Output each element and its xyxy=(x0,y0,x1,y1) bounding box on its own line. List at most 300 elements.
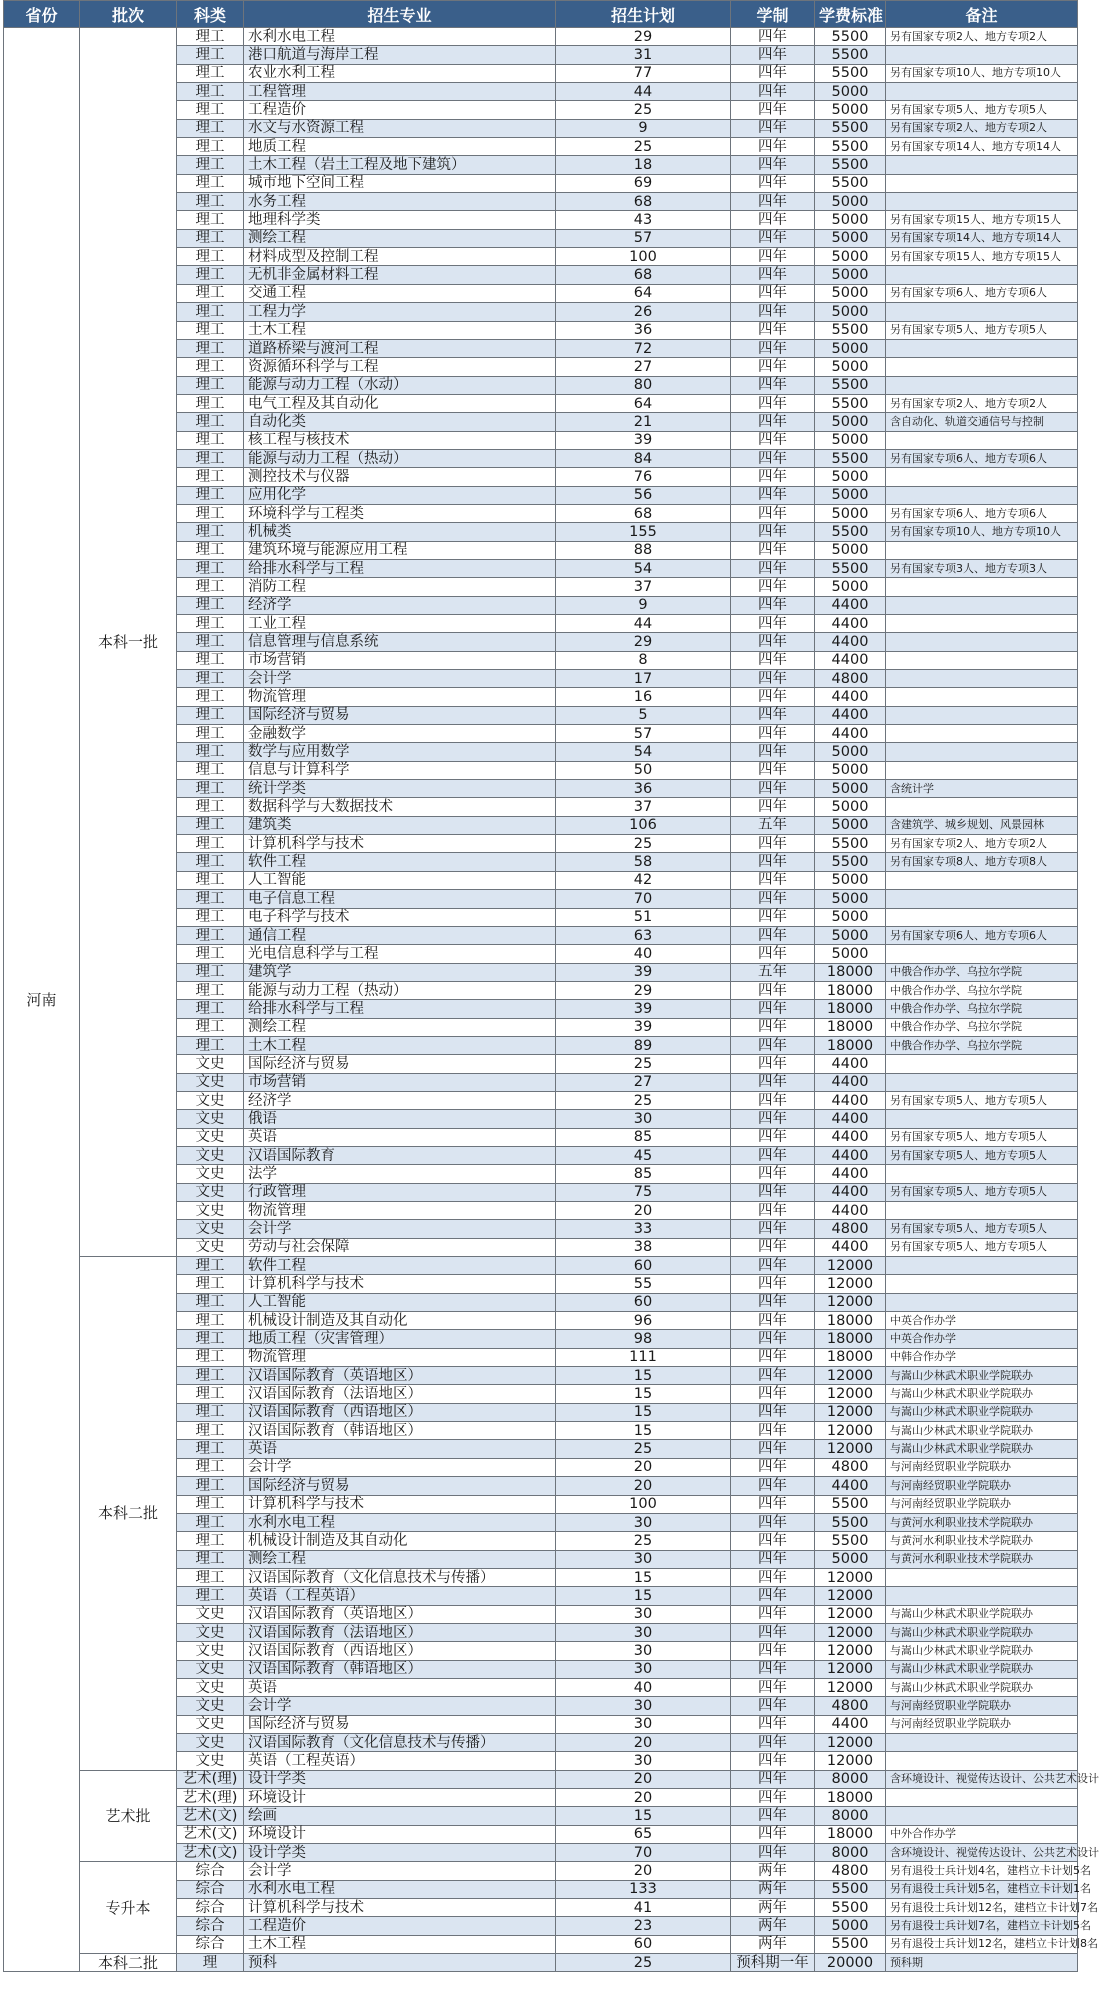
major-cell: 给排水科学与工程 xyxy=(244,1000,556,1018)
tuition-cell: 5000 xyxy=(815,266,886,284)
tuition-cell: 5500 xyxy=(815,1513,886,1531)
category-cell: 理工 xyxy=(177,339,244,357)
category-cell: 理工 xyxy=(177,468,244,486)
duration-cell: 四年 xyxy=(731,725,815,743)
plan-cell: 23 xyxy=(556,1917,731,1935)
duration-cell: 两年 xyxy=(731,1917,815,1935)
major-cell: 会计学 xyxy=(244,1862,556,1880)
major-cell: 英语 xyxy=(244,1440,556,1458)
major-cell: 测控技术与仪器 xyxy=(244,468,556,486)
tuition-cell: 18000 xyxy=(815,1312,886,1330)
major-cell: 城市地下空间工程 xyxy=(244,174,556,192)
category-cell: 理工 xyxy=(177,1477,244,1495)
major-cell: 建筑类 xyxy=(244,816,556,834)
tuition-cell: 5000 xyxy=(815,761,886,779)
notes-cell: 另有国家专项10人、地方专项10人 xyxy=(886,64,1078,82)
duration-cell: 四年 xyxy=(731,468,815,486)
plan-cell: 72 xyxy=(556,339,731,357)
duration-cell: 四年 xyxy=(731,1532,815,1550)
notes-cell xyxy=(886,596,1078,614)
duration-cell: 四年 xyxy=(731,1385,815,1403)
major-cell: 工程管理 xyxy=(244,83,556,101)
major-cell: 市场营销 xyxy=(244,1073,556,1091)
category-cell: 理工 xyxy=(177,981,244,999)
tuition-cell: 18000 xyxy=(815,1036,886,1054)
table-row xyxy=(4,1954,1078,1972)
tuition-cell: 5500 xyxy=(815,835,886,853)
category-cell: 理工 xyxy=(177,1550,244,1568)
major-cell: 汉语国际教育 xyxy=(244,1146,556,1164)
major-cell: 经济学 xyxy=(244,1091,556,1109)
tuition-cell: 5500 xyxy=(815,394,886,412)
plan-cell: 57 xyxy=(556,725,731,743)
duration-cell: 四年 xyxy=(731,871,815,889)
major-cell: 给排水科学与工程 xyxy=(244,559,556,577)
major-cell: 地质工程 xyxy=(244,138,556,156)
tuition-cell: 5000 xyxy=(815,101,886,119)
tuition-cell: 5500 xyxy=(815,853,886,871)
category-cell: 理工 xyxy=(177,229,244,247)
tuition-cell: 12000 xyxy=(815,1605,886,1623)
tuition-cell: 5000 xyxy=(815,743,886,761)
duration-cell: 两年 xyxy=(731,1880,815,1898)
plan-cell: 45 xyxy=(556,1146,731,1164)
plan-cell: 30 xyxy=(556,1605,731,1623)
major-cell: 消防工程 xyxy=(244,578,556,596)
tuition-cell: 18000 xyxy=(815,1018,886,1036)
notes-cell xyxy=(886,1110,1078,1128)
notes-cell xyxy=(886,1055,1078,1073)
notes-cell: 另有国家专项6人、地方专项6人 xyxy=(886,284,1078,302)
tuition-cell: 5000 xyxy=(815,193,886,211)
tuition-cell: 12000 xyxy=(815,1422,886,1440)
major-cell: 建筑学 xyxy=(244,963,556,981)
category-cell: 理工 xyxy=(177,559,244,577)
category-cell: 文史 xyxy=(177,1697,244,1715)
plan-cell: 25 xyxy=(556,1532,731,1550)
notes-cell xyxy=(886,725,1078,743)
notes-cell: 含自动化、轨道交通信号与控制 xyxy=(886,413,1078,431)
plan-cell: 8 xyxy=(556,651,731,669)
plan-cell: 15 xyxy=(556,1568,731,1586)
category-cell: 文史 xyxy=(177,1055,244,1073)
duration-cell: 两年 xyxy=(731,1862,815,1880)
duration-cell: 两年 xyxy=(731,1935,815,1953)
duration-cell: 四年 xyxy=(731,486,815,504)
duration-cell: 四年 xyxy=(731,1238,815,1256)
notes-cell xyxy=(886,376,1078,394)
major-cell: 会计学 xyxy=(244,670,556,688)
major-cell: 绘画 xyxy=(244,1807,556,1825)
duration-cell: 五年 xyxy=(731,963,815,981)
tuition-cell: 5000 xyxy=(815,1917,886,1935)
category-cell: 理工 xyxy=(177,523,244,541)
duration-cell: 四年 xyxy=(731,138,815,156)
notes-cell: 与黄河水利职业技术学院联办 xyxy=(886,1513,1078,1531)
notes-cell: 与河南经贸职业学院联办 xyxy=(886,1715,1078,1733)
tuition-cell: 12000 xyxy=(815,1367,886,1385)
tuition-cell: 4400 xyxy=(815,1238,886,1256)
category-cell: 理工 xyxy=(177,853,244,871)
category-cell: 理工 xyxy=(177,211,244,229)
category-cell: 理工 xyxy=(177,651,244,669)
plan-cell: 37 xyxy=(556,578,731,596)
plan-cell: 133 xyxy=(556,1880,731,1898)
duration-cell: 四年 xyxy=(731,908,815,926)
major-cell: 英语（工程英语） xyxy=(244,1752,556,1770)
plan-cell: 70 xyxy=(556,890,731,908)
duration-cell: 四年 xyxy=(731,688,815,706)
plan-cell: 43 xyxy=(556,211,731,229)
notes-cell: 另有国家专项6人、地方专项6人 xyxy=(886,504,1078,522)
duration-cell: 四年 xyxy=(731,559,815,577)
notes-cell xyxy=(886,156,1078,174)
header-category: 科类 xyxy=(177,1,244,28)
notes-cell xyxy=(886,1257,1078,1275)
plan-cell: 37 xyxy=(556,798,731,816)
notes-cell: 与嵩山少林武术职业学院联办 xyxy=(886,1642,1078,1660)
notes-cell: 另有国家专项14人、地方专项14人 xyxy=(886,138,1078,156)
tuition-cell: 5000 xyxy=(815,486,886,504)
category-cell: 艺术(理) xyxy=(177,1770,244,1788)
duration-cell: 四年 xyxy=(731,504,815,522)
plan-cell: 20 xyxy=(556,1477,731,1495)
notes-cell xyxy=(886,1073,1078,1091)
tuition-cell: 5000 xyxy=(815,1550,886,1568)
plan-cell: 5 xyxy=(556,706,731,724)
major-cell: 汉语国际教育（韩语地区） xyxy=(244,1422,556,1440)
duration-cell: 四年 xyxy=(731,853,815,871)
tuition-cell: 12000 xyxy=(815,1642,886,1660)
category-cell: 文史 xyxy=(177,1146,244,1164)
major-cell: 水利水电工程 xyxy=(244,1513,556,1531)
notes-cell: 与嵩山少林武术职业学院联办 xyxy=(886,1660,1078,1678)
category-cell: 文史 xyxy=(177,1238,244,1256)
major-cell: 汉语国际教育（法语地区） xyxy=(244,1623,556,1641)
plan-cell: 89 xyxy=(556,1036,731,1054)
category-cell: 理工 xyxy=(177,431,244,449)
notes-cell xyxy=(886,1165,1078,1183)
header-plan: 招生计划 xyxy=(556,1,731,28)
duration-cell: 四年 xyxy=(731,1091,815,1109)
plan-cell: 111 xyxy=(556,1348,731,1366)
duration-cell: 四年 xyxy=(731,376,815,394)
plan-cell: 38 xyxy=(556,1238,731,1256)
category-cell: 理工 xyxy=(177,908,244,926)
duration-cell: 四年 xyxy=(731,1752,815,1770)
notes-cell: 另有退役士兵计划4名，建档立卡计划5名 xyxy=(886,1862,1078,1880)
batch-cell: 艺术批 xyxy=(80,1770,177,1862)
plan-cell: 15 xyxy=(556,1587,731,1605)
tuition-cell: 5500 xyxy=(815,321,886,339)
plan-cell: 9 xyxy=(556,596,731,614)
duration-cell: 四年 xyxy=(731,358,815,376)
category-cell: 文史 xyxy=(177,1642,244,1660)
plan-cell: 20 xyxy=(556,1789,731,1807)
plan-cell: 76 xyxy=(556,468,731,486)
notes-cell: 与河南经贸职业学院联办 xyxy=(886,1458,1078,1476)
category-cell: 艺术(理) xyxy=(177,1789,244,1807)
tuition-cell: 5500 xyxy=(815,46,886,64)
plan-cell: 40 xyxy=(556,1678,731,1696)
major-cell: 测绘工程 xyxy=(244,1550,556,1568)
plan-cell: 80 xyxy=(556,376,731,394)
duration-cell: 四年 xyxy=(731,670,815,688)
major-cell: 统计学类 xyxy=(244,780,556,798)
tuition-cell: 8000 xyxy=(815,1807,886,1825)
major-cell: 数学与应用数学 xyxy=(244,743,556,761)
plan-cell: 16 xyxy=(556,688,731,706)
major-cell: 机械设计制造及其自动化 xyxy=(244,1532,556,1550)
plan-cell: 27 xyxy=(556,358,731,376)
major-cell: 英语 xyxy=(244,1678,556,1696)
duration-cell: 四年 xyxy=(731,1257,815,1275)
major-cell: 机械设计制造及其自动化 xyxy=(244,1312,556,1330)
notes-cell: 中俄合作办学、乌拉尔学院 xyxy=(886,981,1078,999)
duration-cell: 四年 xyxy=(731,101,815,119)
notes-cell: 另有退役士兵计划7名，建档立卡计划5名 xyxy=(886,1917,1078,1935)
tuition-cell: 18000 xyxy=(815,963,886,981)
notes-cell xyxy=(886,266,1078,284)
notes-cell: 另有国家专项2人、地方专项2人 xyxy=(886,119,1078,137)
duration-cell: 四年 xyxy=(731,1789,815,1807)
major-cell: 计算机科学与技术 xyxy=(244,1275,556,1293)
tuition-cell: 5000 xyxy=(815,358,886,376)
tuition-cell: 5000 xyxy=(815,83,886,101)
duration-cell: 四年 xyxy=(731,523,815,541)
batch-cell: 本科一批 xyxy=(80,28,177,1257)
plan-cell: 30 xyxy=(556,1715,731,1733)
plan-cell: 64 xyxy=(556,394,731,412)
plan-cell: 69 xyxy=(556,174,731,192)
major-cell: 汉语国际教育（英语地区） xyxy=(244,1605,556,1623)
notes-cell: 中外合作办学 xyxy=(886,1825,1078,1843)
major-cell: 软件工程 xyxy=(244,1257,556,1275)
category-cell: 理工 xyxy=(177,119,244,137)
major-cell: 土木工程 xyxy=(244,1935,556,1953)
tuition-cell: 18000 xyxy=(815,1000,886,1018)
duration-cell: 四年 xyxy=(731,1623,815,1641)
plan-cell: 29 xyxy=(556,28,731,46)
tuition-cell: 4800 xyxy=(815,1220,886,1238)
notes-cell xyxy=(886,431,1078,449)
table-body xyxy=(4,28,1099,1972)
tuition-cell: 4800 xyxy=(815,1862,886,1880)
notes-cell xyxy=(886,706,1078,724)
notes-cell: 与嵩山少林武术职业学院联办 xyxy=(886,1605,1078,1623)
duration-cell: 四年 xyxy=(731,1660,815,1678)
tuition-cell: 5000 xyxy=(815,413,886,431)
major-cell: 汉语国际教育（文化信息技术与传播） xyxy=(244,1568,556,1586)
tuition-cell: 4400 xyxy=(815,1073,886,1091)
major-cell: 能源与动力工程（热动） xyxy=(244,981,556,999)
category-cell: 理工 xyxy=(177,284,244,302)
duration-cell: 四年 xyxy=(731,1605,815,1623)
major-cell: 计算机科学与技术 xyxy=(244,835,556,853)
plan-cell: 68 xyxy=(556,266,731,284)
tuition-cell: 4400 xyxy=(815,1146,886,1164)
tuition-cell: 18000 xyxy=(815,981,886,999)
category-cell: 文史 xyxy=(177,1660,244,1678)
duration-cell: 四年 xyxy=(731,1587,815,1605)
plan-cell: 57 xyxy=(556,229,731,247)
major-cell: 国际经济与贸易 xyxy=(244,1477,556,1495)
batch-cell: 本科二批 xyxy=(80,1954,177,1972)
notes-cell xyxy=(886,890,1078,908)
category-cell: 理工 xyxy=(177,780,244,798)
plan-cell: 68 xyxy=(556,193,731,211)
notes-cell: 中英合作办学 xyxy=(886,1330,1078,1348)
category-cell: 理工 xyxy=(177,1275,244,1293)
notes-cell xyxy=(886,1807,1078,1825)
major-cell: 能源与动力工程（水动） xyxy=(244,376,556,394)
duration-cell: 四年 xyxy=(731,28,815,46)
category-cell: 理工 xyxy=(177,1312,244,1330)
plan-cell: 30 xyxy=(556,1623,731,1641)
category-cell: 综合 xyxy=(177,1935,244,1953)
category-cell: 理工 xyxy=(177,835,244,853)
tuition-cell: 18000 xyxy=(815,1825,886,1843)
plan-cell: 25 xyxy=(556,1954,731,1972)
major-cell: 环境设计 xyxy=(244,1789,556,1807)
tuition-cell: 5500 xyxy=(815,1899,886,1917)
tuition-cell: 5000 xyxy=(815,339,886,357)
plan-cell: 65 xyxy=(556,1825,731,1843)
major-cell: 劳动与社会保障 xyxy=(244,1238,556,1256)
category-cell: 艺术(文) xyxy=(177,1825,244,1843)
major-cell: 机械类 xyxy=(244,523,556,541)
category-cell: 文史 xyxy=(177,1623,244,1641)
major-cell: 工程力学 xyxy=(244,303,556,321)
plan-cell: 26 xyxy=(556,303,731,321)
duration-cell: 四年 xyxy=(731,193,815,211)
major-cell: 测绘工程 xyxy=(244,229,556,247)
plan-cell: 96 xyxy=(556,1312,731,1330)
table-header xyxy=(4,1,1078,28)
plan-cell: 25 xyxy=(556,1440,731,1458)
category-cell: 文史 xyxy=(177,1220,244,1238)
notes-cell: 中俄合作办学、乌拉尔学院 xyxy=(886,1036,1078,1054)
tuition-cell: 5500 xyxy=(815,1532,886,1550)
plan-cell: 44 xyxy=(556,615,731,633)
notes-cell: 中韩合作办学 xyxy=(886,1348,1078,1366)
major-cell: 汉语国际教育（韩语地区） xyxy=(244,1660,556,1678)
notes-cell xyxy=(886,743,1078,761)
notes-cell: 另有国家专项8人、地方专项8人 xyxy=(886,853,1078,871)
category-cell: 艺术(文) xyxy=(177,1844,244,1862)
table-row xyxy=(4,1770,1078,1788)
duration-cell: 四年 xyxy=(731,1440,815,1458)
tuition-cell: 5000 xyxy=(815,229,886,247)
header-notes: 备注 xyxy=(886,1,1078,28)
tuition-cell: 5000 xyxy=(815,816,886,834)
notes-cell xyxy=(886,871,1078,889)
major-cell: 电子信息工程 xyxy=(244,890,556,908)
major-cell: 物流管理 xyxy=(244,1202,556,1220)
tuition-cell: 5000 xyxy=(815,798,886,816)
plan-cell: 30 xyxy=(556,1642,731,1660)
plan-cell: 39 xyxy=(556,963,731,981)
tuition-cell: 5000 xyxy=(815,431,886,449)
duration-cell: 四年 xyxy=(731,1367,815,1385)
major-cell: 汉语国际教育（法语地区） xyxy=(244,1385,556,1403)
plan-cell: 15 xyxy=(556,1422,731,1440)
duration-cell: 五年 xyxy=(731,816,815,834)
plan-cell: 30 xyxy=(556,1513,731,1531)
notes-cell: 与嵩山少林武术职业学院联办 xyxy=(886,1422,1078,1440)
notes-cell: 与河南经贸职业学院联办 xyxy=(886,1495,1078,1513)
major-cell: 环境科学与工程类 xyxy=(244,504,556,522)
duration-cell: 四年 xyxy=(731,1495,815,1513)
major-cell: 道路桥梁与渡河工程 xyxy=(244,339,556,357)
category-cell: 文史 xyxy=(177,1128,244,1146)
duration-cell: 四年 xyxy=(731,1422,815,1440)
tuition-cell: 12000 xyxy=(815,1385,886,1403)
plan-cell: 40 xyxy=(556,945,731,963)
notes-cell: 中英合作办学 xyxy=(886,1312,1078,1330)
major-cell: 土木工程（岩土工程及地下建筑） xyxy=(244,156,556,174)
category-cell: 理工 xyxy=(177,1495,244,1513)
plan-cell: 75 xyxy=(556,1183,731,1201)
major-cell: 经济学 xyxy=(244,596,556,614)
duration-cell: 四年 xyxy=(731,1458,815,1476)
tuition-cell: 4400 xyxy=(815,596,886,614)
tuition-cell: 5000 xyxy=(815,541,886,559)
tuition-cell: 5000 xyxy=(815,284,886,302)
category-cell: 理工 xyxy=(177,743,244,761)
notes-cell: 另有国家专项6人、地方专项6人 xyxy=(886,926,1078,944)
plan-cell: 25 xyxy=(556,835,731,853)
category-cell: 理工 xyxy=(177,266,244,284)
category-cell: 理工 xyxy=(177,303,244,321)
duration-cell: 四年 xyxy=(731,83,815,101)
duration-cell: 四年 xyxy=(731,1000,815,1018)
tuition-cell: 12000 xyxy=(815,1587,886,1605)
plan-cell: 17 xyxy=(556,670,731,688)
tuition-cell: 8000 xyxy=(815,1844,886,1862)
duration-cell: 四年 xyxy=(731,633,815,651)
plan-cell: 20 xyxy=(556,1202,731,1220)
plan-cell: 27 xyxy=(556,1073,731,1091)
category-cell: 理工 xyxy=(177,1440,244,1458)
plan-cell: 85 xyxy=(556,1128,731,1146)
duration-cell: 四年 xyxy=(731,1018,815,1036)
duration-cell: 四年 xyxy=(731,1550,815,1568)
major-cell: 设计学类 xyxy=(244,1770,556,1788)
major-cell: 计算机科学与技术 xyxy=(244,1899,556,1917)
tuition-cell: 5500 xyxy=(815,174,886,192)
enrollment-plan-table-wrapper xyxy=(3,0,1099,1972)
category-cell: 文史 xyxy=(177,1110,244,1128)
major-cell: 会计学 xyxy=(244,1697,556,1715)
batch-cell: 本科二批 xyxy=(80,1257,177,1771)
category-cell: 综合 xyxy=(177,1880,244,1898)
major-cell: 人工智能 xyxy=(244,1293,556,1311)
category-cell: 理工 xyxy=(177,1403,244,1421)
major-cell: 环境设计 xyxy=(244,1825,556,1843)
plan-cell: 15 xyxy=(556,1403,731,1421)
category-cell: 理工 xyxy=(177,963,244,981)
duration-cell: 四年 xyxy=(731,541,815,559)
header-duration: 学制 xyxy=(731,1,815,28)
notes-cell xyxy=(886,945,1078,963)
duration-cell: 四年 xyxy=(731,615,815,633)
header-tuition: 学费标准 xyxy=(815,1,886,28)
duration-cell: 预科期一年 xyxy=(731,1954,815,1972)
notes-cell: 含统计学 xyxy=(886,780,1078,798)
plan-cell: 42 xyxy=(556,871,731,889)
major-cell: 核工程与核技术 xyxy=(244,431,556,449)
